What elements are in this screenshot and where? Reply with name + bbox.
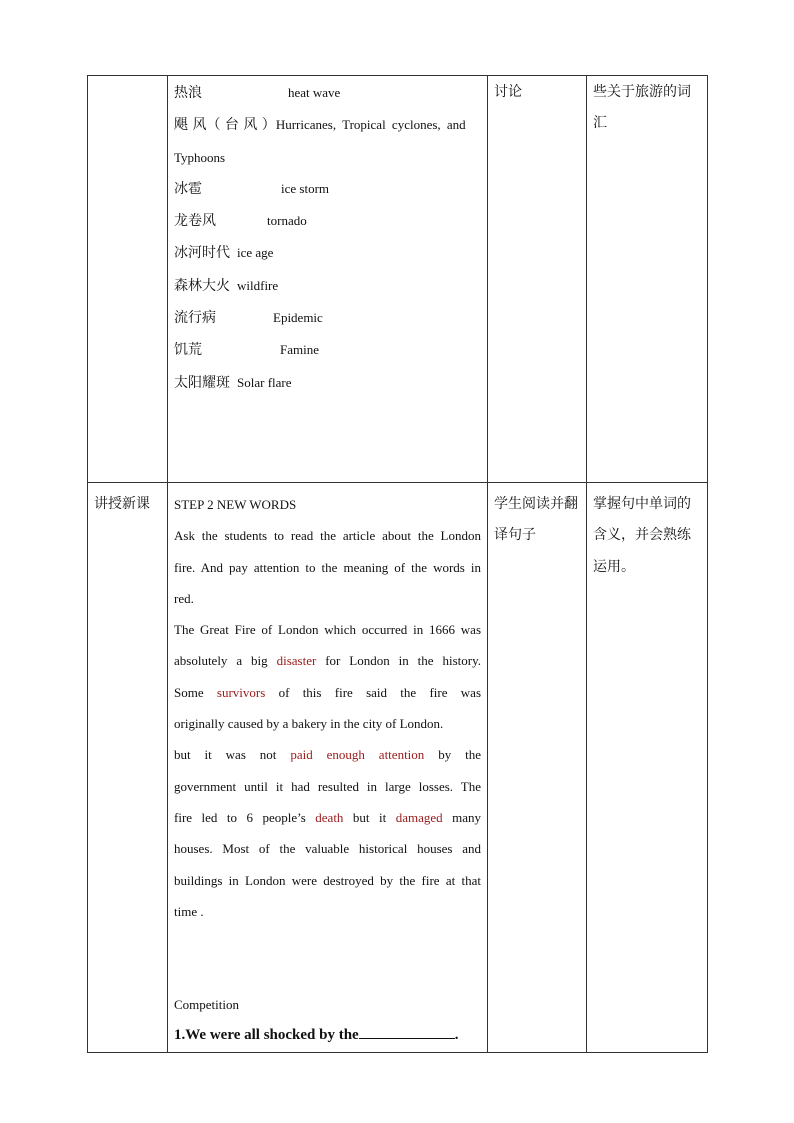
- article-line: houses. Most of the valuable historical houses and: [174, 841, 481, 857]
- vocab-line: 太阳耀斑 Solar flare: [174, 374, 292, 391]
- highlight-word: death: [315, 809, 344, 825]
- vocab-line: 流行病 Epidemic: [174, 310, 323, 327]
- article-line: The Great Fire of London which occurred in 1666 was: [174, 622, 481, 638]
- lesson-plan-table: [87, 75, 708, 1053]
- highlight-word: damaged: [395, 809, 443, 825]
- vocab-line: 冰河时代 ice age: [174, 245, 274, 262]
- content-cell: [168, 483, 488, 1053]
- vocab-line: Typhoons: [174, 149, 226, 165]
- step-title: STEP 2 NEW WORDS: [174, 497, 297, 512]
- article-line: absolutely a big disaster for London in the history.: [174, 653, 481, 669]
- article-line: originally caused by a bakery in the city of London.: [174, 716, 444, 732]
- vocab-line: 饥荒 Famine: [174, 342, 319, 359]
- instruction-line: fire. And pay attention to the meaning of the words in: [174, 559, 481, 575]
- article-line: buildings in London were destroyed by the fire at that: [174, 872, 481, 888]
- goal-cell: 些关于旅游的词 汇: [587, 76, 708, 483]
- highlight-word: disaster: [276, 653, 317, 669]
- article-line: time .: [174, 903, 204, 919]
- vocab-line: 热浪 heat wave: [174, 85, 341, 101]
- instruction-line: Ask the students to read the article about the London: [174, 528, 481, 544]
- vocab-cell: [168, 76, 488, 483]
- vocab-line: 龙卷风 tornado: [174, 213, 307, 230]
- vocab-line: 冰雹 ice storm: [174, 180, 330, 197]
- activity-cell: 学生阅读并翻 译句子: [488, 483, 587, 1053]
- article-line: fire led to 6 people’s death but it damaged many: [174, 809, 482, 825]
- question-line: 1.We were all shocked by the .: [174, 1020, 481, 1051]
- instruction-line: red.: [174, 590, 194, 606]
- highlight-word: paid enough attention: [290, 747, 425, 763]
- stage-cell: [88, 76, 168, 483]
- competition-label: Competition: [174, 997, 239, 1013]
- table-row: [88, 483, 708, 1053]
- vocab-line: 飓 风（ 台 风 ）Hurricanes, Tropical cyclones, and: [174, 117, 466, 134]
- activity-cell: 讨论: [488, 76, 587, 483]
- article-line: Some survivors of this fire said the fire was: [174, 684, 481, 700]
- goal-cell: 掌握句中单词的 含义，并会熟练 运用。: [587, 483, 708, 1053]
- highlight-word: survivors: [216, 684, 266, 700]
- vocab-line: 森林大火 wildfire: [174, 277, 279, 294]
- table-row: [88, 76, 708, 483]
- article-line: government until it had resulted in large losses. The: [174, 778, 481, 794]
- stage-cell: 讲授新课: [88, 483, 168, 1053]
- answer-blank[interactable]: [359, 1024, 455, 1039]
- article-line: but it was not paid enough attention by the: [174, 747, 482, 763]
